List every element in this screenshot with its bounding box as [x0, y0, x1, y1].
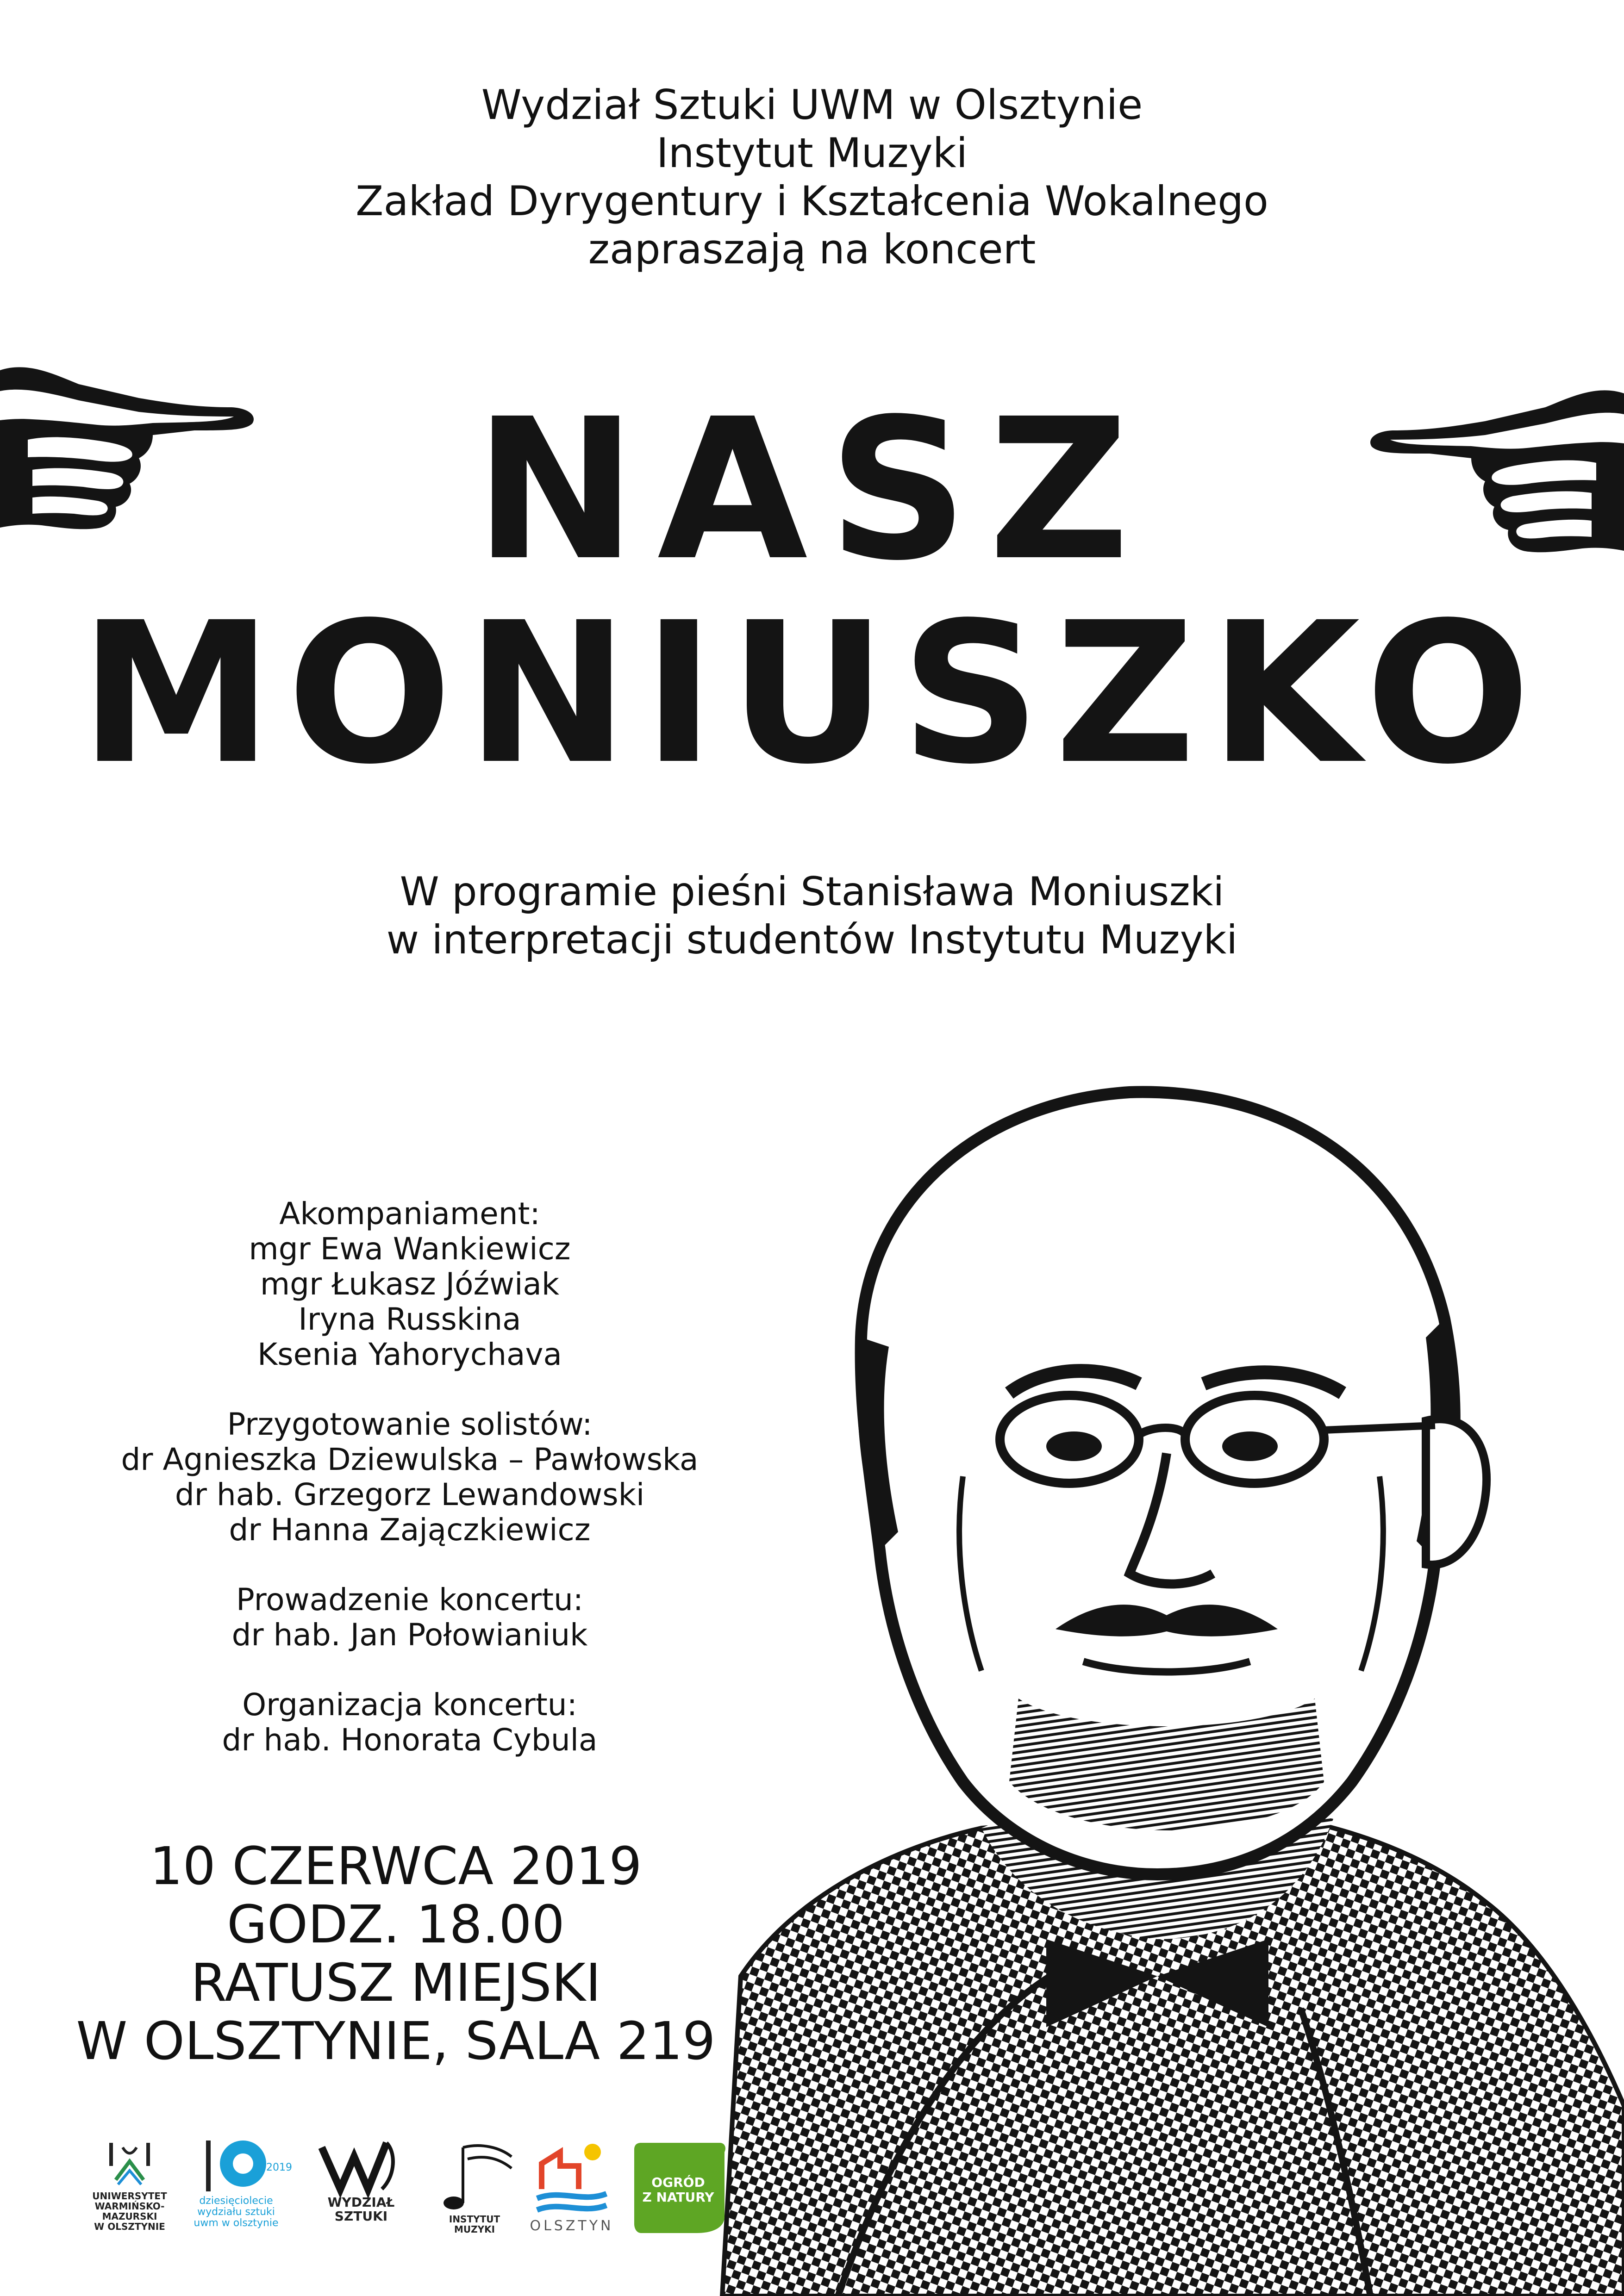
- organizer-header: [0, 81, 1624, 274]
- program-line-1: W programie pieśni Stanisława Moniuszki: [400, 869, 1224, 915]
- credit-heading: Prowadzenie koncertu:: [236, 1582, 584, 1618]
- header-faculty: Wydział Sztuki UWM w Olsztynie: [481, 81, 1143, 129]
- instytut-caption-2: MUZYKI: [454, 2224, 495, 2235]
- credit-name: dr Agnieszka Dziewulska – Pawłowska: [121, 1442, 699, 1477]
- decade-year: 2019: [266, 2162, 292, 2173]
- event-time: GODZ. 18.00: [227, 1895, 565, 1955]
- header-invitation: zapraszają na koncert: [588, 225, 1036, 273]
- wydzial-sztuki-logo: [315, 2138, 407, 2223]
- credit-group-organization: [19, 1687, 801, 1758]
- uwm-caption-1: UNIWERSYTET: [92, 2190, 167, 2202]
- uwm-emblem-icon: [97, 2138, 162, 2189]
- credit-name: mgr Łukasz Jóźwiak: [260, 1266, 560, 1302]
- instytut-caption-1: INSTYTUT: [449, 2214, 500, 2225]
- credit-name: Iryna Russkina: [298, 1301, 521, 1337]
- ogrod-caption: [630, 2175, 727, 2205]
- credit-heading: Przygotowanie solistów:: [227, 1406, 593, 1442]
- music-note-icon: [435, 2138, 514, 2212]
- credit-name: mgr Ewa Wankiewicz: [249, 1231, 571, 1267]
- event-date: 10 CZERWCA 2019: [150, 1836, 642, 1897]
- decade-emblem-icon: [197, 2138, 292, 2194]
- program-description: [0, 868, 1624, 964]
- credit-name: dr hab. Honorata Cybula: [222, 1722, 598, 1758]
- program-line-2: w interpretacji studentów Instytutu Muzyki: [386, 917, 1238, 963]
- header-department: Zakład Dyrygentury i Kształcenia Wokalnego: [356, 177, 1268, 225]
- credit-name: Ksenia Yahorychava: [257, 1337, 562, 1372]
- ogrod-caption-2: Z NATURY: [642, 2190, 714, 2205]
- olsztyn-emblem-icon: [532, 2138, 611, 2217]
- title-line-1: NASZ: [474, 377, 1150, 604]
- ogrod-caption-1: OGRÓD: [651, 2175, 705, 2190]
- event-venue: RATUSZ MIEJSKI: [190, 1953, 601, 2013]
- event-details: [0, 1837, 792, 2071]
- olsztyn-logo: [528, 2138, 616, 2234]
- credit-group-accompaniment: [19, 1196, 801, 1372]
- decade-caption-1: dziesięciolecie: [199, 2195, 273, 2207]
- credit-name: dr hab. Jan Połowianiuk: [231, 1617, 588, 1653]
- credit-name: dr Hanna Zajączkiewicz: [229, 1512, 591, 1548]
- credit-group-host: [19, 1582, 801, 1653]
- decade-caption-3: uwm w olsztynie: [194, 2217, 279, 2229]
- wydzial-emblem-icon: [317, 2138, 405, 2194]
- credit-heading: Organizacja koncertu:: [242, 1687, 577, 1723]
- wydzial-caption-1: WYDZIAŁ: [327, 2195, 395, 2210]
- header-institute: Instytut Muzyki: [656, 129, 968, 177]
- decade-logo: [190, 2138, 292, 2229]
- olsztyn-caption: OLSZTYN: [530, 2218, 614, 2234]
- wydzial-caption-2: SZTUKI: [334, 2209, 388, 2224]
- uwm-logo: [83, 2138, 176, 2232]
- ogrod-logo: [630, 2138, 731, 2237]
- credit-heading: Akompaniament:: [279, 1196, 540, 1232]
- credits-section: [19, 1196, 801, 1792]
- credit-name: dr hab. Grzegorz Lewandowski: [175, 1477, 645, 1512]
- decade-caption-2: wydziału sztuki: [197, 2206, 275, 2218]
- uwm-caption-3: W OLSZTYNIE: [94, 2221, 165, 2232]
- sponsor-logos: [83, 2138, 750, 2245]
- instytut-muzyki-logo: [431, 2138, 518, 2234]
- moniuszko-portrait: [722, 1060, 1624, 2296]
- event-place: W OLSZTYNIE, SALA 219: [76, 2011, 716, 2072]
- title-line-2: MONIUSZKO: [79, 581, 1545, 807]
- uwm-caption-2: WARMIŃSKO-MAZURSKI: [94, 2201, 165, 2222]
- credit-group-soloists: [19, 1407, 801, 1548]
